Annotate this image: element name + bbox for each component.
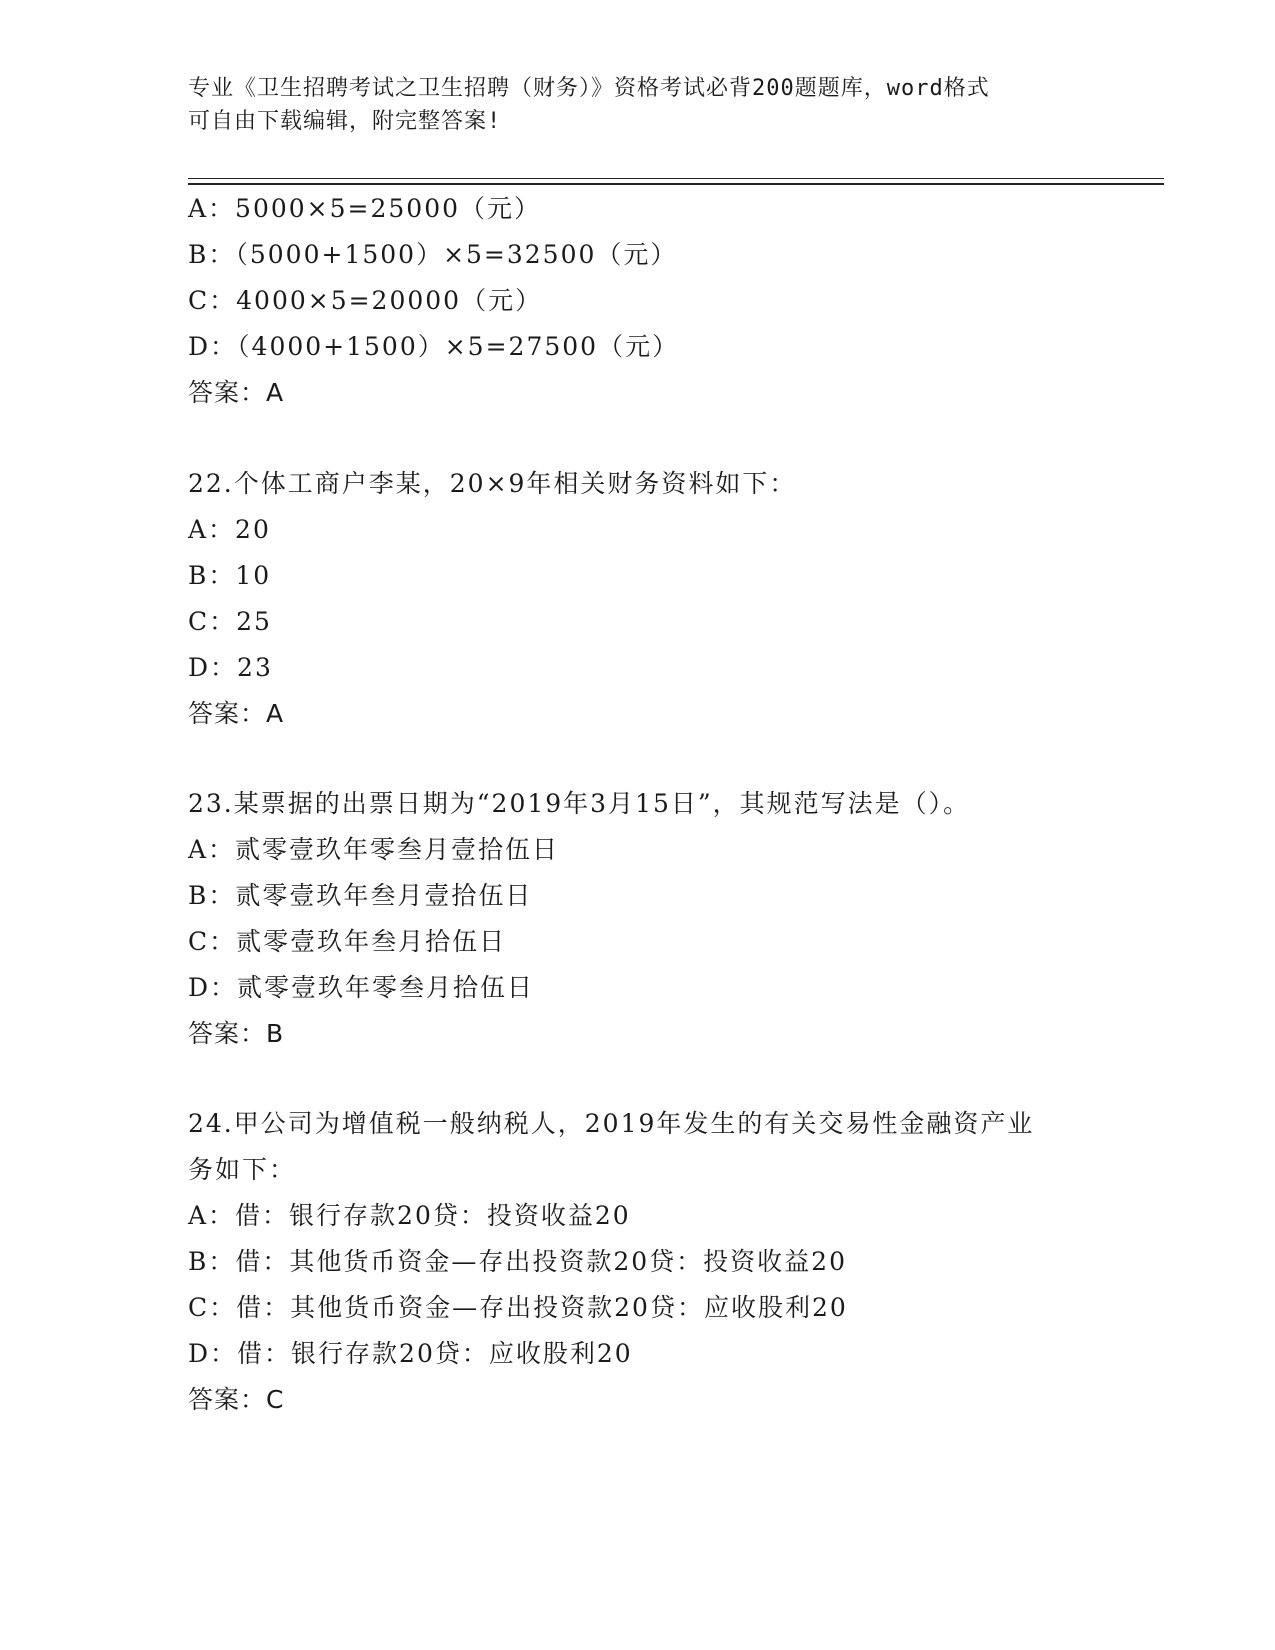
option-b: B：10 <box>188 561 272 590</box>
answer-23: 答案：B <box>188 1019 285 1048</box>
option-b: B：（5000+1500）×5=32500（元） <box>188 240 678 269</box>
answer-22: 答案：A <box>188 699 285 728</box>
option-d: D：（4000+1500）×5=27500（元） <box>188 332 680 361</box>
header-line-2: 可自由下载编辑，附完整答案! <box>188 109 502 134</box>
question-21 <box>188 186 1088 416</box>
answer-24: 答案：C <box>188 1385 285 1414</box>
question-24 <box>188 1101 1088 1423</box>
option-b: B：借：其他货币资金—存出投资款20贷：投资收益20 <box>188 1247 847 1276</box>
answer-21: 答案：A <box>188 378 285 407</box>
header-divider-thick <box>188 183 1164 185</box>
option-b: B：贰零壹玖年叁月壹拾伍日 <box>188 881 533 910</box>
document-header <box>188 72 1068 138</box>
header-line-1: 专业《卫生招聘考试之卫生招聘（财务）》资格考试必背200题题库，word格式 <box>188 76 990 101</box>
question-24-text-line-1: 24.甲公司为增值税一般纳税人，2019年发生的有关交易性金融资产业 <box>188 1109 1035 1138</box>
option-a: A：借：银行存款20贷：投资收益20 <box>188 1201 631 1230</box>
option-c: C：4000×5=20000（元） <box>188 286 543 315</box>
question-22 <box>188 461 1088 737</box>
header-divider-thin <box>188 178 1164 179</box>
option-d: D：23 <box>188 653 273 682</box>
option-d: D：贰零壹玖年零叁月拾伍日 <box>188 973 535 1002</box>
option-c: C：借：其他货币资金—存出投资款20贷：应收股利20 <box>188 1293 848 1322</box>
question-23 <box>188 781 1088 1057</box>
option-c: C：25 <box>188 607 272 636</box>
option-d: D：借：银行存款20贷：应收股利20 <box>188 1339 633 1368</box>
question-24-text-line-2: 务如下： <box>188 1155 297 1184</box>
option-a: A：5000×5=25000（元） <box>188 194 542 223</box>
option-c: C：贰零壹玖年叁月拾伍日 <box>188 927 507 956</box>
option-a: A：贰零壹玖年零叁月壹拾伍日 <box>188 835 560 864</box>
question-23-text: 23.某票据的出票日期为“2019年3月15日”，其规范写法是（）。 <box>188 789 971 818</box>
question-22-text: 22.个体工商户李某，20×9年相关财务资料如下： <box>188 469 797 498</box>
option-a: A：20 <box>188 515 271 544</box>
